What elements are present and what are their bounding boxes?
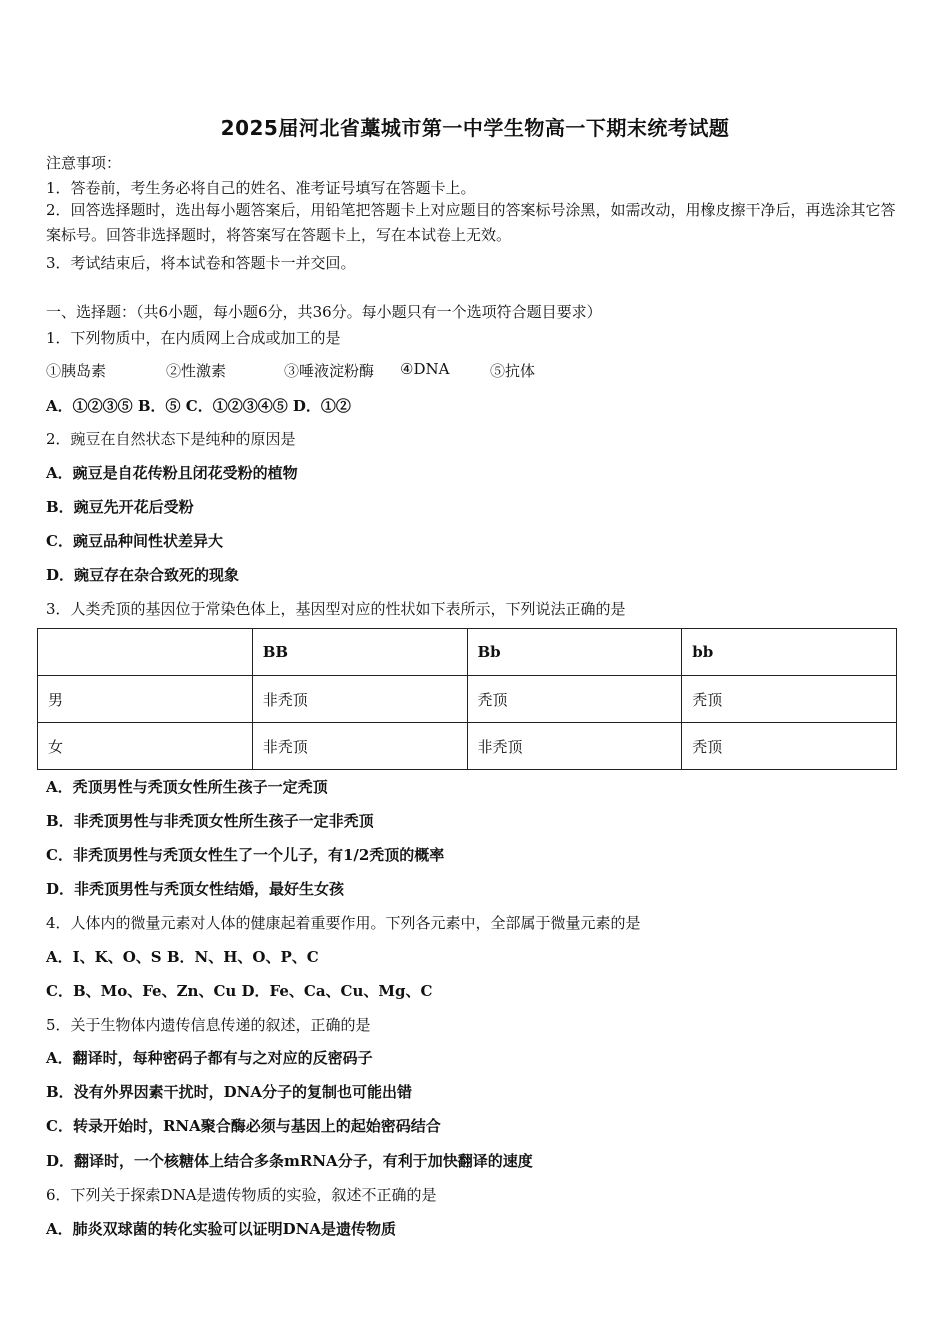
q5-option-c: C．转录开始时，RNA聚合酶必须与基因上的起始密码结合 <box>46 1117 441 1135</box>
q1-item-4: ④DNA <box>400 360 450 378</box>
table-cell: 非秃顶 <box>252 676 467 723</box>
table-cell: 秃顶 <box>467 676 682 723</box>
table-cell: 非秃顶 <box>467 723 682 770</box>
table-cell: 女 <box>38 723 253 770</box>
notice-heading: 注意事项： <box>46 154 122 172</box>
q2-stem: 2．豌豆在自然状态下是纯种的原因是 <box>46 430 296 448</box>
q3-option-b: B．非秃顶男性与非秃顶女性所生孩子一定非秃顶 <box>46 812 374 830</box>
table-cell: BB <box>252 629 467 676</box>
q3-option-d: D．非秃顶男性与秃顶女性结婚，最好生女孩 <box>46 880 345 898</box>
notice-item-3: 3．考试结束后，将本试卷和答题卡一并交回。 <box>46 254 356 272</box>
section-heading: 一、选择题：（共6小题，每小题6分，共36分。每小题只有一个选项符合题目要求） <box>46 303 602 321</box>
notice-item-1: 1．答卷前，考生务必将自己的姓名、准考证号填写在答题卡上。 <box>46 179 476 197</box>
q4-options-ab: A．I、K、O、S B．N、H、O、P、C <box>46 948 319 966</box>
q3-stem: 3．人类秃顶的基因位于常染色体上，基因型对应的性状如下表所示，下列说法正确的是 <box>46 600 626 618</box>
q4-options-cd: C．B、Mo、Fe、Zn、Cu D．Fe、Ca、Cu、Mg、C <box>46 982 433 1000</box>
table-header-row <box>38 629 897 676</box>
table-row <box>38 723 897 770</box>
q1-stem: 1．下列物质中，在内质网上合成或加工的是 <box>46 329 341 347</box>
table-cell: 非秃顶 <box>252 723 467 770</box>
table-row <box>38 676 897 723</box>
genotype-table <box>37 628 897 770</box>
notice-item-2: 2．回答选择题时，选出每小题答案后，用铅笔把答题卡上对应题目的答案标号涂黑，如需改动，用橡皮擦干净后，再选涂其它答案标号。回答非选择题时，将答案写在答题卡上，写在本试卷上无效。 <box>46 201 896 244</box>
q1-item-1: ①胰岛素 <box>46 362 107 380</box>
q2-option-d: D．豌豆存在杂合致死的现象 <box>46 566 240 584</box>
q3-option-c: C．非秃顶男性与秃顶女性生了一个儿子，有1/2秃顶的概率 <box>46 846 445 864</box>
q5-option-b: B．没有外界因素干扰时，DNA分子的复制也可能出错 <box>46 1083 413 1101</box>
q2-option-c: C．豌豆品种间性状差异大 <box>46 532 223 550</box>
table-cell: bb <box>682 629 897 676</box>
table-cell <box>38 629 253 676</box>
table-cell: Bb <box>467 629 682 676</box>
q2-option-b: B．豌豆先开花后受粉 <box>46 498 194 516</box>
exam-title: 2025届河北省藁城市第一中学生物高一下期末统考试题 <box>220 116 730 140</box>
q5-option-a: A．翻译时，每种密码子都有与之对应的反密码子 <box>46 1049 373 1067</box>
table-cell: 秃顶 <box>682 723 897 770</box>
q5-stem: 5．关于生物体内遗传信息传递的叙述，正确的是 <box>46 1016 371 1034</box>
q3-option-a: A．秃顶男性与秃顶女性所生孩子一定秃顶 <box>46 778 328 796</box>
table-cell: 男 <box>38 676 253 723</box>
q1-item-2: ②性激素 <box>166 362 227 380</box>
q6-stem: 6．下列关于探索DNA是遗传物质的实验，叙述不正确的是 <box>46 1186 437 1204</box>
q1-item-3: ③唾液淀粉酶 <box>284 362 375 380</box>
table-cell: 秃顶 <box>682 676 897 723</box>
q2-option-a: A．豌豆是自花传粉且闭花受粉的植物 <box>46 464 298 482</box>
q4-stem: 4．人体内的微量元素对人体的健康起着重要作用。下列各元素中，全部属于微量元素的是 <box>46 914 641 932</box>
q5-option-d: D．翻译时，一个核糖体上结合多条mRNA分子，有利于加快翻译的速度 <box>46 1152 533 1170</box>
q6-option-a: A．肺炎双球菌的转化实验可以证明DNA是遗传物质 <box>46 1220 396 1238</box>
q1-item-5: ⑤抗体 <box>490 362 536 380</box>
q1-options: A．①②③⑤ B．⑤ C．①②③④⑤ D．①② <box>46 397 351 415</box>
